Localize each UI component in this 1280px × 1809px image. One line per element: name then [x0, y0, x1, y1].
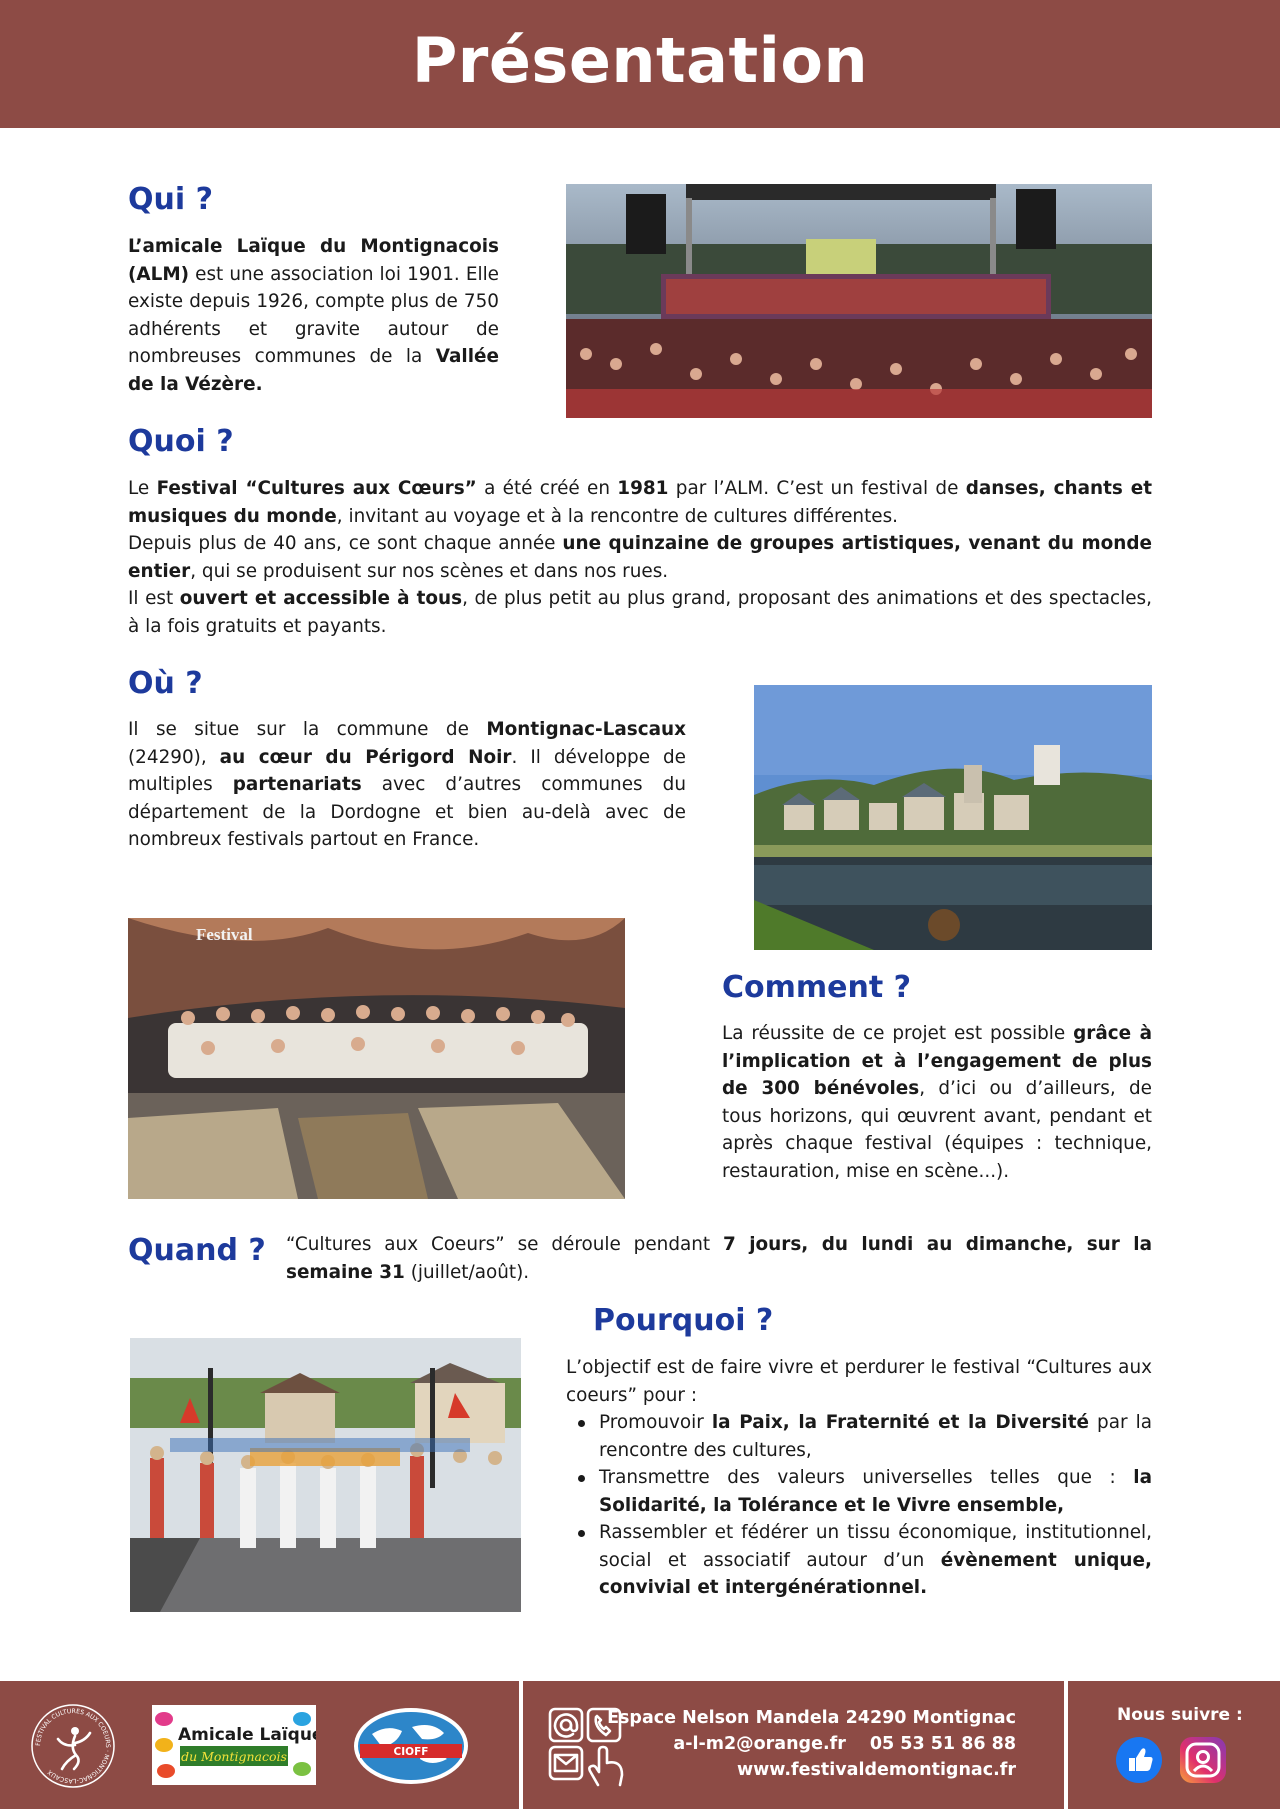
amicale-line1: Amicale Laïque: [178, 1725, 316, 1745]
text-qui: L’amicale Laïque du Montignacois (ALM) est une association loi 1901. Elle existe depuis 1926, compte plus de 750 adhérents et gravite autour de nombreuses communes de la Vallée de la Vézère.: [128, 236, 499, 395]
text-comment: La réussite de ce projet est possible grâce à l’implication et à l’engagement de plus de 300 bénévoles, d’ici ou d’ailleurs, de tous horizons, qui œuvrent avant, pendant et après chaque festival (équipes : technique, restauration, mise en scène...).: [722, 1023, 1152, 1182]
pourquoi-list: [566, 1409, 1152, 1602]
contact-block: [607, 1705, 1016, 1783]
festival-logo: [30, 1703, 116, 1789]
heading-quoi: Quoi ?: [128, 424, 234, 459]
amicale-line2: du Montignacois: [181, 1749, 287, 1764]
photo-montignac-village: [754, 685, 1152, 950]
heading-qui: Qui ?: [128, 182, 213, 217]
page-title: Présentation: [411, 24, 869, 97]
contact-phone[interactable]: 05 53 51 86 88: [869, 1734, 1016, 1754]
facebook-icon[interactable]: [1116, 1737, 1162, 1783]
instagram-icon[interactable]: [1180, 1737, 1226, 1783]
cioff-logo: [352, 1699, 470, 1793]
list-item: Rassembler et fédérer un tissu économique, institutionnel, social et associatif autour d’un évènement unique, convivial et intergénérationnel.: [566, 1519, 1152, 1602]
photo-volunteers-group: [128, 918, 625, 1199]
heading-ou: Où ?: [128, 666, 203, 701]
heading-pourquoi: Pourquoi ?: [593, 1303, 774, 1338]
list-item: Transmettre des valeurs universelles telles que : la Solidarité, la Tolérance et le Vivre ensemble,: [566, 1464, 1152, 1519]
festival-banner-text: Festival: [196, 925, 253, 944]
footer-divider: [1064, 1681, 1068, 1809]
text-pourquoi-intro: L’objectif est de faire vivre et perdurer le festival “Cultures aux coeurs” pour :: [566, 1357, 1152, 1406]
cioff-text: CIOFF: [393, 1746, 429, 1758]
contact-email[interactable]: a-l-m2@orange.fr: [673, 1734, 846, 1754]
follow-label: Nous suivre :: [1117, 1705, 1243, 1725]
footer-divider: [519, 1681, 523, 1809]
page-footer: [0, 1681, 1280, 1809]
contact-address: Espace Nelson Mandela 24290 Montignac: [607, 1708, 1016, 1728]
amicale-laique-logo: [152, 1705, 316, 1785]
heading-quand: Quand ?: [128, 1233, 266, 1268]
photo-street-parade: [130, 1338, 521, 1612]
photo-stage-concert: [566, 184, 1152, 418]
text-quoi: Le Festival “Cultures aux Cœurs” a été créé en 1981 par l’ALM. C’est un festival de danses, chants et musiques du monde, invitant au voyage et à la rencontre de cultures différentes. Depuis plus de 40 ans, ce sont chaque année une quinzaine de groupes artistiques, venant du monde entier, qui se produisent sur nos scènes et dans nos rues. Il est ouvert et accessible à tous, de plus petit au plus grand, proposant des animations et des spectacles, à la fois gratuits et payants.: [128, 478, 1152, 637]
text-ou: Il se situe sur la commune de Montignac-Lascaux (24290), au cœur du Périgord Noir. Il développe de multiples partenariats avec d’autres communes du département de la Dordogne et bien au-delà avec de nombreux festivals partout en France.: [128, 719, 687, 850]
page-header: [0, 0, 1280, 128]
heading-comment: Comment ?: [722, 970, 912, 1005]
festival-logo-text: FESTIVAL CULTURES AUX COEURS · MONTIGNAC-LASCAUX: [34, 1707, 112, 1785]
list-item: Promouvoir la Paix, la Fraternité et la Diversité par la rencontre des cultures,: [566, 1409, 1152, 1464]
contact-website[interactable]: www.festivaldemontignac.fr: [736, 1760, 1016, 1780]
text-quand: “Cultures aux Coeurs” se déroule pendant 7 jours, du lundi au dimanche, sur la semaine 31 (juillet/août).: [286, 1234, 1152, 1283]
